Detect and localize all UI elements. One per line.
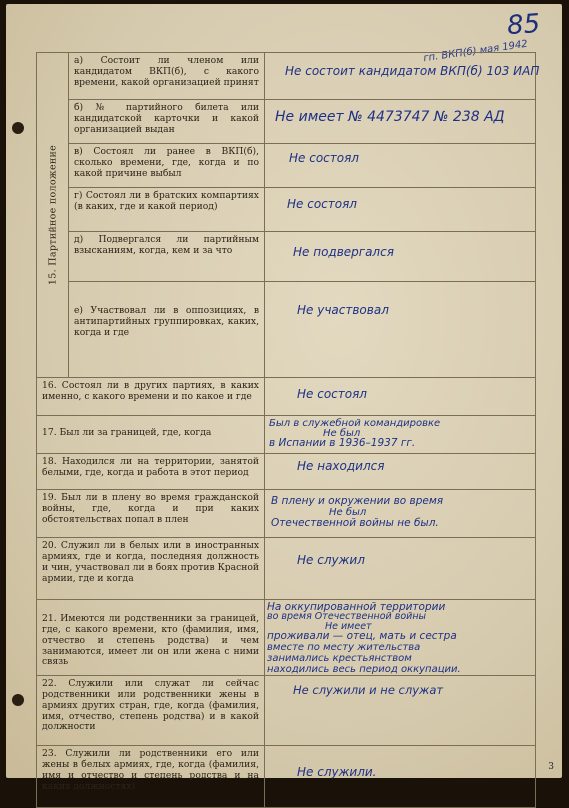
table-row [37,53,536,100]
table-row [37,232,536,282]
table-row [37,454,536,490]
answer-16 [265,378,536,416]
table-row [37,188,536,232]
document-page [6,4,562,792]
table-row [37,600,536,676]
answer-15f-text: Не участвовал [297,303,389,317]
table-row [37,746,536,808]
answer-15e [265,232,536,282]
answer-15f [265,282,536,378]
answer-18 [265,454,536,490]
answer-21-line2: во время Отечественной войны [267,611,427,622]
question-22: 22. Служили или служат ли сейчас родственники или родственники жены в армиях других стран, где, когда (фамилия, имя, отчество, степень родства) и в какой должности [37,676,265,746]
answer-15c-text: Не состоял [289,151,359,165]
answer-23-text: Не служили. [297,765,377,779]
question-21: 21. Имеются ли родственники за границей, где, с какого времени, кто (фамилия, имя, отчество и степень родства) и чем занимаются, имеет ли он или жена с ними связь [37,600,265,676]
table-row [37,282,536,378]
answer-19 [265,490,536,538]
answer-15d [265,188,536,232]
question-15d: г) Состоял ли в братских компартиях (в каких, где и какой период) [69,188,265,232]
question-15b: б) № партийного билета или кандидатской карточки и какой организацией выдан [69,100,265,144]
answer-20 [265,538,536,600]
answer-15d-text: Не состоял [287,197,357,211]
answer-15e-text: Не подвергался [293,245,394,259]
answer-18-text: Не находился [297,459,385,473]
question-18: 18. Находился ли на территории, занятой белыми, где, когда и работа в этот период [37,454,265,490]
question-15c: в) Состоял ли ранее в ВКП(б), сколько времени, где, когда и по какой причине выбыл [69,144,265,188]
question-15e: д) Подвергался ли партийным взысканиям, когда, кем и за что [69,232,265,282]
answer-19-line2: Не был [329,507,367,518]
question-15f: е) Участвовал ли в оппозициях, в антипартийных группировках, каких, когда и где [69,282,265,378]
answer-17-line1: Был в служебной командировке [269,418,441,429]
question-23: 23. Служили ли родственники его или жены в белых армиях, где, когда (фамилия, имя и отчество и степень родства и на каких должностях) [37,746,265,808]
question-15a: а) Состоит ли членом или кандидатом ВКП(б), с какого времени, какой организацией принят [69,53,265,100]
table-row [37,676,536,746]
question-19: 19. Был ли в плену во время гражданской войны, где, когда и при каких обстоятельствах попал в плен [37,490,265,538]
answer-16-text: Не состоял [297,387,367,401]
answer-17-line2: Не был [323,428,361,439]
answer-15b-text: Не имеет № 4473747 № 238 АД [275,109,505,125]
answer-21-line5: вместе по месту жительства [267,642,421,653]
answer-21 [265,600,536,676]
answer-15c [265,144,536,188]
table-row [37,490,536,538]
answer-15a [265,53,540,100]
table-row [37,416,536,454]
section-15-label: 15. Партийное положение [46,144,58,286]
punch-hole [12,694,24,706]
question-20: 20. Служил ли в белых или в иностранных армиях, где и когда, последняя должность и чин, участвовал ли в боях против Красной армии, где и когда [37,538,265,600]
table-row [37,538,536,600]
punch-hole [12,122,24,134]
answer-19-line1: В плену и окружении во время [271,495,444,507]
answer-15b [265,100,536,144]
answer-17 [265,416,536,454]
folio-number: 85 [505,8,542,42]
page-number: 3 [548,762,554,772]
answer-22 [265,676,536,746]
answer-21-line4: проживали — отец, мать и сестра [267,630,457,642]
table-row [37,144,536,188]
section-15-label-cell [37,53,69,378]
answer-21-line7: находились весь период оккупации. [267,664,461,675]
table-row [37,378,536,416]
answer-22-text: Не служили и не служат [293,683,444,697]
question-17: 17. Был ли за границей, где, когда [37,416,265,454]
table-row [37,100,536,144]
answer-15a-text: Не состоит кандидатом ВКП(б) 103 ИАП [285,64,540,78]
answer-21-line6: занимались крестьянством [267,653,412,664]
answer-20-text: Не служил [297,553,365,567]
answer-21-line1: На оккупированной территории [267,601,446,613]
answer-17-line3: в Испании в 1936–1937 гг. [269,437,416,449]
answer-19-line3: Отечественной войны не был. [271,517,439,529]
corner-note: гп. ВКП(б) мая 1942 [422,38,529,65]
question-16: 16. Состоял ли в других партиях, в каких именно, с какого времени и по какое и где [37,378,265,416]
questionnaire-table [36,52,540,808]
answer-21-line3: Не имеет [325,621,372,632]
answer-23 [265,746,536,808]
